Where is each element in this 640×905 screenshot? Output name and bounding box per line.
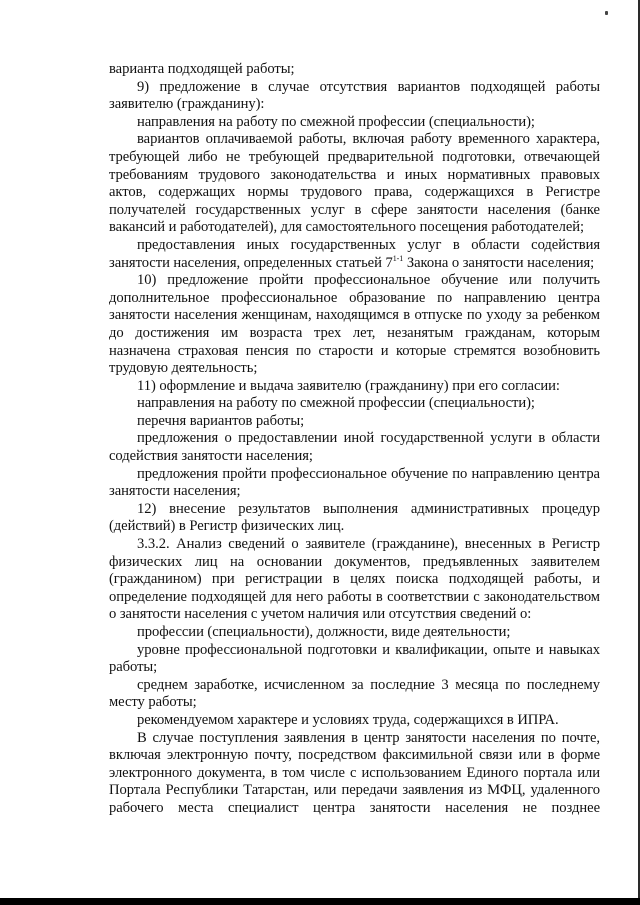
paragraph: 3.3.2. Анализ сведений о заявителе (гражданине), внесенных в Регистр физических лиц на основании документов, предъявленных заявителем (гражданином) при регистрации в целях поиска подходящей работы, и определение подходящей для него работы в соответствии с законодательством о занятости населения с учетом наличия или отсутствия сведений о: [109,536,600,623]
paragraph: уровне профессиональной подготовки и квалификации, опыте и навыках работы; [109,641,600,676]
document-body [109,61,600,818]
paragraph: В случае поступления заявления в центр занятости населения по почте, включая электронную почту, посредством факсимильной связи или в форме электронного документа, в том числе с использованием Единого портала или Портала Республики Татарстан, или передачи заявления из МФЦ, удаленного рабочего места специалист центра занятости населения не позднее [109,729,600,816]
paragraph: направления на работу по смежной профессии (специальности); [137,395,535,412]
paragraph-text: Закона о занятости населения; [403,254,595,271]
scan-edge [0,898,640,905]
paragraph: направления на работу по смежной профессии (специальности); [137,113,535,130]
paragraph: варианта подходящей работы; [109,61,295,77]
paragraph: 9) предложение в случае отсутствия вариантов подходящей работы заявителю (гражданину): [109,78,600,113]
paragraph: 11) оформление и выдача заявителю (гражданину) при его согласии: [137,377,560,394]
paragraph: предложения о предоставлении иной государственной услуги в области содействия занятости населения; [109,430,600,465]
paragraph [109,237,600,272]
superscript: 1-1 [392,253,404,263]
paragraph: профессии (специальности), должности, виде деятельности; [137,624,511,640]
paragraph: 10) предложение пройти профессиональное обучение или получить дополнительное профессиональное образование по направлению центра занятости населения женщинам, находящимся в отпуске по уходу за ребенком до достижения им возраста трех лет, незанятым гражданам, которым назначена страховая пенсия по старости и которые стремятся возобновить трудовую деятельность; [109,272,600,377]
paragraph: 12) внесение результатов выполнения административных процедур (действий) в Регистр физических лиц. [109,500,600,535]
paragraph: предложения пройти профессиональное обучение по направлению центра занятости населения; [109,465,600,500]
paragraph: перечня вариантов работы; [137,412,305,429]
scan-speck [605,11,608,15]
paragraph: среднем заработке, исчисленном за последние 3 месяца по последнему месту работы; [109,676,600,711]
paragraph-text: предоставления иных государственных услуг в области содействия занятости населения, определенных статьей 7 [109,236,600,271]
paragraph: вариантов оплачиваемой работы, включая работу временного характера, требующей либо не требующей предварительной подготовки, отвечающей требованиям трудового законодательства и иных нормативных правовых актов, содержащих нормы трудового права, содержащихся в Регистре получателей государственных услуг в сфере занятости населения (банке вакансий и работодателей), для самостоятельного посещения работодателей; [109,131,600,236]
paragraph: рекомендуемом характере и условиях труда, содержащихся в ИПРА. [137,711,559,728]
